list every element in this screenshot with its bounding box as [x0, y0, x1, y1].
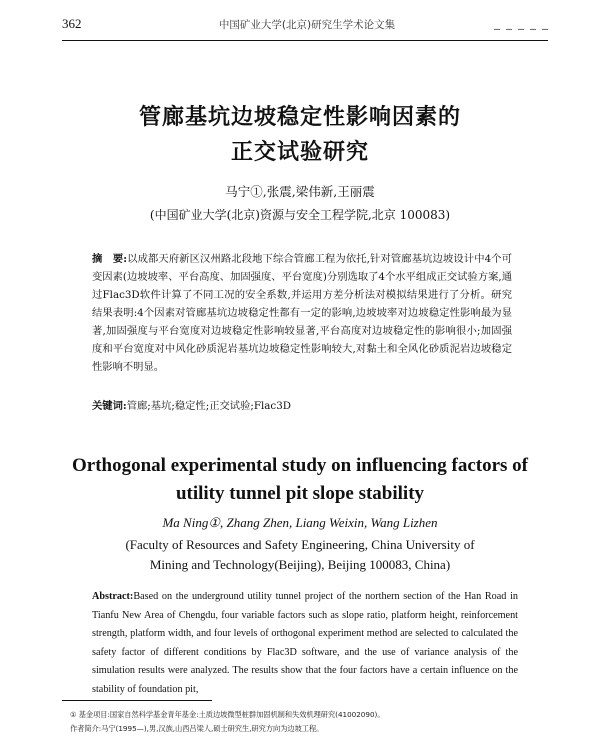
english-abstract-text: Based on the underground utility tunnel project of the northern section of the Han Road in Tianfu New Area of Chengdu, four variable factors such as slope ratio, platform height, reinforcement strength, platform width, and four levels of orthogonal experiment method are selected to calculated the safety factor of different conditions by Flac3D software, and the use of variance analysis of the simulation results were analyzed. The results show that the four factors have a certain influence on the stability of foundation pit,: [92, 591, 518, 695]
running-header: [62, 16, 548, 38]
header-dashes: — — — — —: [493, 25, 548, 36]
english-authors: Ma Ning①, Zhang Zhen, Liang Weixin, Wang Lizhen: [162, 515, 438, 530]
english-abstract: [92, 588, 518, 699]
chinese-title-line-2: 正交试验研究: [230, 139, 369, 165]
chinese-abstract-text: 以成都天府新区汉州路北段地下综合管廊工程为依托,针对管廊基坑边坡设计中4个可变因素(边坡坡率、平台高度、加固强度、平台宽度)分别选取了4个水平组成正交试验方案,通过Flac3D软件计算了不同工况的安全系数,并运用方差分析法对模拟结果进行了分析。研究结果表明:4个因素对管廊基坑边坡稳定性都有一定的影响,边坡坡率对边坡稳定性影响最为显著,加固强度与平台宽度对边坡稳定性影响较显著,平台高度对边坡稳定性的影响很小;加固强度和平台宽度对中风化砂质泥岩基坑边坡稳定性影响较大,对黏土和全风化砂质泥岩边坡稳定性影响不明显。: [92, 253, 512, 373]
english-affiliation-line-2: Mining and Technology(Beijing), Beijing 100083, China): [149, 557, 451, 572]
footnote-author-bio: 作者简介:马宁(1995—),男,汉族,山西吕梁人,硕士研究生,研究方向为边坡工程。: [70, 724, 324, 733]
chinese-keywords-label: 关键词:: [92, 400, 127, 412]
chinese-affiliation: (中国矿业大学(北京)资源与安全工程学院,北京 100083): [149, 208, 451, 222]
chinese-keywords-text: 管廊;基坑;稳定性;正交试验;Flac3D: [126, 400, 291, 412]
chinese-abstract: [92, 250, 512, 376]
header-rule: [62, 40, 548, 41]
english-affiliation-line-1: (Faculty of Resources and Safety Engineering, China University of: [125, 537, 475, 552]
page-number: 362: [62, 16, 82, 31]
chinese-keywords: [92, 397, 512, 412]
english-abstract-label: Abstract:: [92, 591, 134, 602]
english-title-line-2: utility tunnel pit slope stability: [175, 483, 425, 504]
chinese-authors: 马宁①,张震,梁伟新,王丽震: [225, 184, 375, 199]
footnote-rule: [62, 700, 212, 701]
footnote-funding: ① 基金项目:国家自然科学基金青年基金:土质边坡微型桩群加固机制和失效机理研究(41002090)。: [70, 710, 385, 719]
chinese-abstract-label: 摘 要:: [92, 253, 128, 265]
journal-title: 中国矿业大学(北京)研究生学术论文集: [218, 19, 396, 31]
english-title-line-1: Orthogonal experimental study on influencing factors of: [72, 455, 528, 476]
chinese-title-line-1: 管廊基坑边坡稳定性影响因素的: [138, 104, 461, 130]
